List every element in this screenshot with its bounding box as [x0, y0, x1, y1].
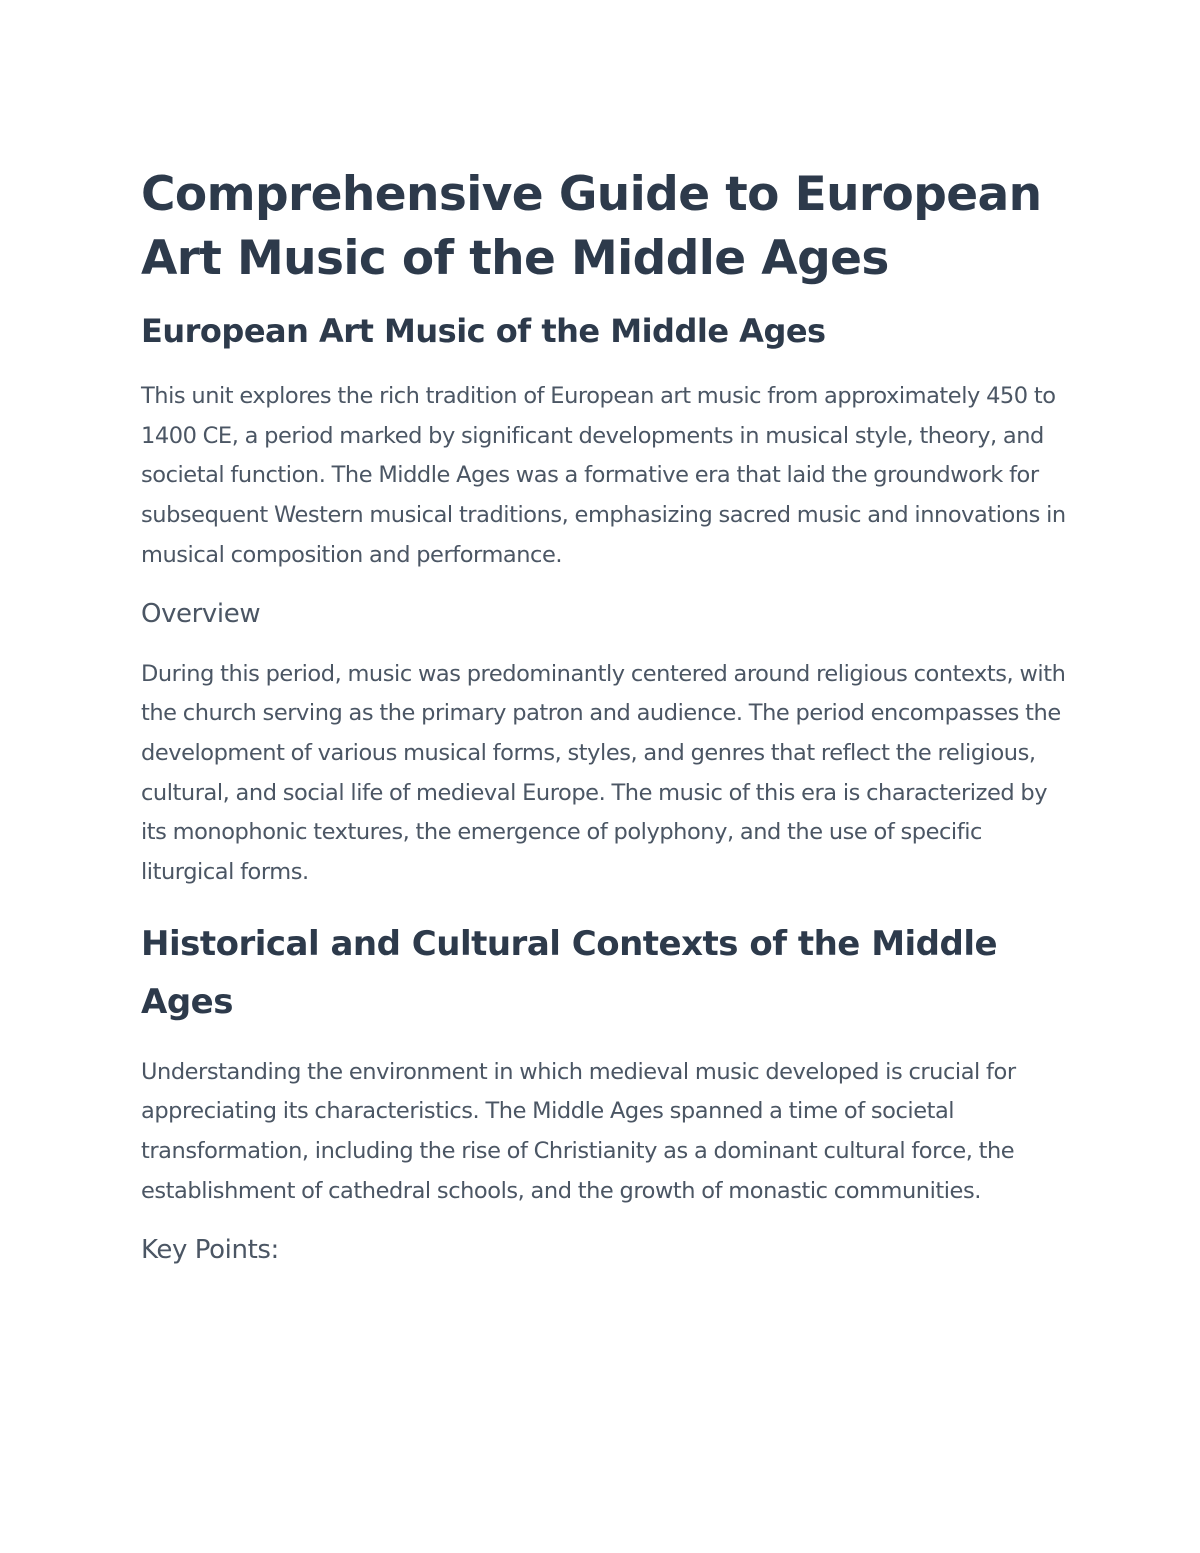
- section-european-art-music: [141, 309, 1071, 893]
- section-intro-paragraph: Understanding the environment in which medieval music developed is crucial for appreciating its characteristics. The Middle Ages spanned a time of societal transformation, including the rise of Christianity as a dominant cultural force, the establishment of cathedral schools, and the growth of monastic communities.: [141, 1058, 1016, 1204]
- subsection-heading-key-points: Key Points:: [141, 1234, 279, 1265]
- section-heading: Historical and Cultural Contexts of the Middle Ages: [141, 923, 998, 1022]
- document-page: [141, 163, 1071, 1269]
- section-intro-paragraph: This unit explores the rich tradition of European art music from approximately 450 to 1400 CE, a period marked by significant developments in musical style, theory, and societal function. The Middle Ages was a formative era that laid the groundwork for subsequent Western musical traditions, emphasizing sacred music and innovations in musical composition and performance.: [141, 383, 1066, 568]
- section-historical-contexts: [141, 915, 1071, 1269]
- section-heading: European Art Music of the Middle Ages: [141, 312, 826, 350]
- overview-paragraph: During this period, music was predominantly centered around religious contexts, with the church serving as the primary patron and audience. The period encompasses the development of various musical forms, styles, and genres that reflect the religious, cultural, and social life of medieval Europe. The music of this era is characterized by its monophonic textures, the emergence of polyphony, and the use of specific liturgical forms.: [141, 660, 1066, 886]
- document-title: Comprehensive Guide to European Art Music of the Middle Ages: [141, 167, 1042, 286]
- subsection-heading-overview: Overview: [141, 598, 261, 629]
